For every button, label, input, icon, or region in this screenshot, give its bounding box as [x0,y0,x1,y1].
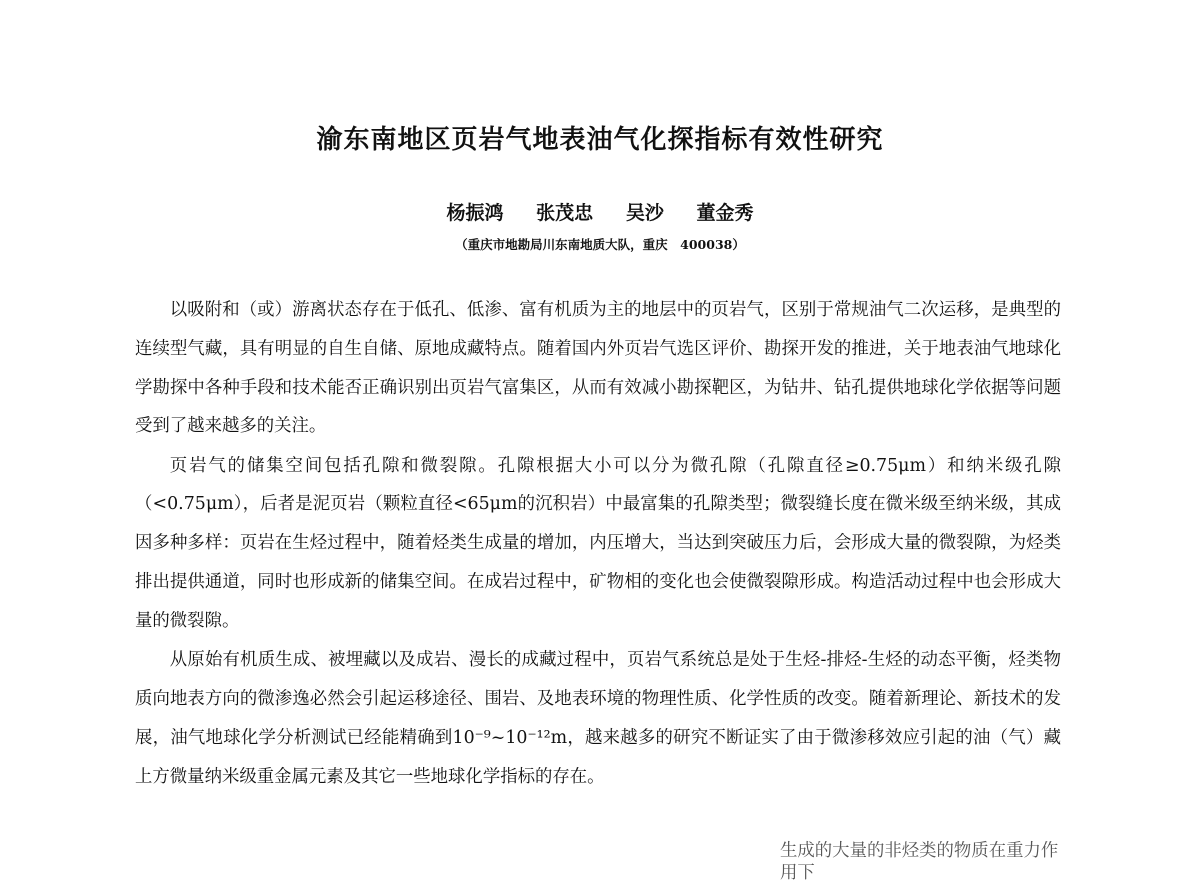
paper-body [135,291,1061,796]
body-paragraph: 页岩气的储集空间包括孔隙和微裂隙。孔隙根据大小可以分为微孔隙（孔隙直径≥0.75μm）和纳米级孔隙（<0.75μm），后者是泥页岩（颗粒直径<65μm的沉积岩）中最富集的孔隙类型；微裂缝长度在微米级至纳米级，其成因多种多样：页岩在生烃过程中，随着烃类生成量的增加，内压增大，当达到突破压力后，会形成大量的微裂隙，为烃类排出提供通道，同时也形成新的储集空间。在成岩过程中，矿物相的变化也会使微裂隙形成。构造活动过程中也会形成大量的微裂隙。 [135,455,1061,631]
author-name: 吴沙 [625,202,664,224]
author-affiliation: （重庆市地勘局川东南地质大队，重庆 400038） [455,237,745,252]
body-paragraph: 从原始有机质生成、被埋藏以及成岩、漫长的成藏过程中，页岩气系统总是处于生烃-排烃-生烃的动态平衡，烃类物质向地表方向的微渗逸必然会引起运移途径、围岩、及地表环境的物理性质、化学性质的改变。随着新理论、新技术的发展，油气地球化学分析测试已经能精确到10⁻⁹~10⁻¹²m，越来越多的研究不断证实了由于微渗移效应引起的油（气）藏上方微量纳米级重金属元素及其它一些地球化学指标的存在。 [135,650,1061,787]
paper-title: 渝东南地区页岩气地表油气化探指标有效性研究 [316,125,884,155]
author-name: 张茂忠 [536,202,594,224]
author-list [0,198,1200,228]
cut-off-text-line: 生成的大量的非烃类的物质在重力作用下 [780,841,1059,883]
author-name: 杨振鸿 [446,202,504,224]
body-paragraph: 以吸附和（或）游离状态存在于低孔、低渗、富有机质为主的地层中的页岩气，区别于常规油气二次运移，是典型的连续型气藏，具有明显的自生自储、原地成藏特点。随着国内外页岩气选区评价、勘探开发的推进，关于地表油气地球化学勘探中各种手段和技术能否正确识别出页岩气富集区，从而有效减小勘探靶区，为钻井、钻孔提供地球化学依据等问题受到了越来越多的关注。 [135,300,1061,437]
author-name: 董金秀 [696,202,754,224]
